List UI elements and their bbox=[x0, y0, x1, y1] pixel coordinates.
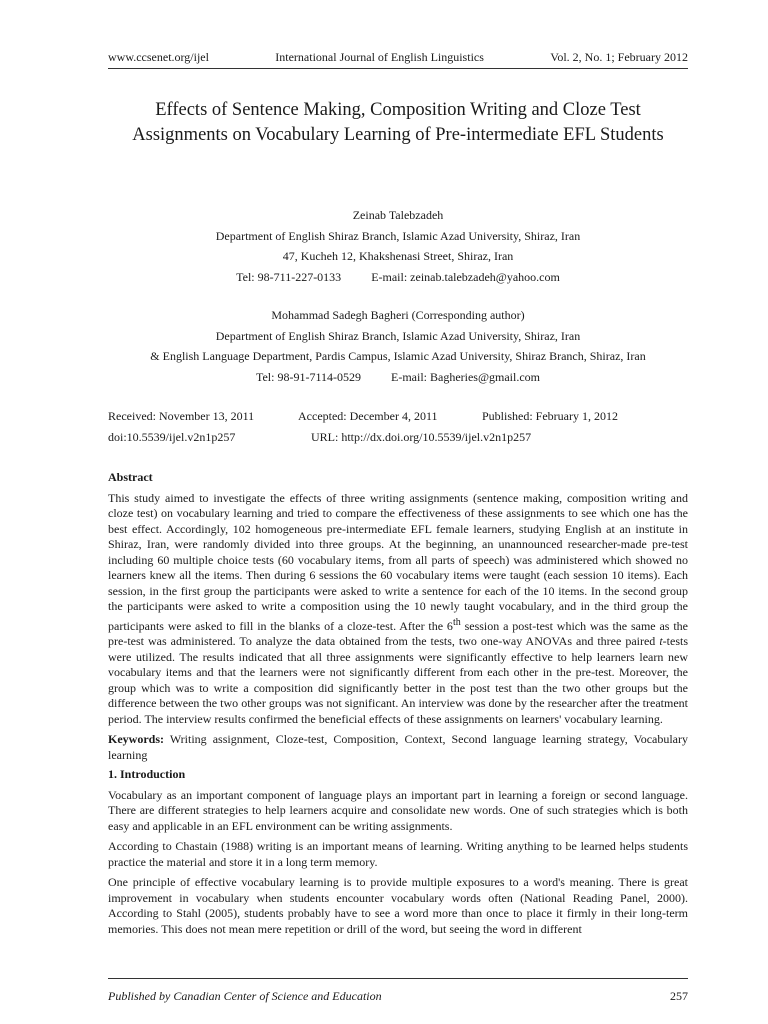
paper-title: Effects of Sentence Making, Composition Writing and Cloze Test Assignments on Vocabulary Learning of Pre-intermediate EFL Students bbox=[132, 100, 664, 145]
author-block-2 bbox=[108, 305, 688, 387]
keywords-label: Keywords: bbox=[108, 732, 164, 746]
accepted-date: Accepted: December 4, 2011 bbox=[298, 409, 438, 423]
author-contact bbox=[108, 267, 688, 288]
running-footer bbox=[108, 978, 688, 1003]
abstract-text-part: -tests were utilized. The results indicated that all three assignments were significantly effective to help learners learn new vocabulary items and that the learners were not significantly different from each other in the pre-test. Moreover, the group which was to write a composition did significantly better in the post test than the two other groups but the difference between the two other groups was not significant. An interview was done by the researcher after the treatment period. The interview results confirmed the beneficial effects of these assignments on learners' vocabulary learning. bbox=[108, 634, 688, 726]
page-number: 257 bbox=[670, 989, 688, 1003]
author-name: Mohammad Sadegh Bagheri (Corresponding author) bbox=[271, 308, 525, 322]
journal-url: www.ccsenet.org/ijel bbox=[108, 50, 209, 64]
introduction-heading: 1. Introduction bbox=[108, 767, 186, 781]
introduction-paragraph: According to Chastain (1988) writing is an important means of learning. Writing anything to be learned helps students practice the material and store it in a long term memory. bbox=[108, 839, 688, 869]
published-date: Published: February 1, 2012 bbox=[482, 409, 618, 423]
abstract-heading: Abstract bbox=[108, 470, 153, 484]
abstract-italic-t: t bbox=[659, 634, 663, 648]
publication-identifiers bbox=[108, 427, 688, 448]
doi: doi:10.5539/ijel.v2n1p257 bbox=[108, 429, 236, 444]
author-email: E-mail: zeinab.talebzadeh@yahoo.com bbox=[371, 269, 560, 284]
author-affiliation: Department of English Shiraz Branch, Islamic Azad University, Shiraz, Iran bbox=[215, 328, 581, 343]
abstract-superscript: th bbox=[452, 616, 461, 628]
doi-url: URL: http://dx.doi.org/10.5539/ijel.v2n1p257 bbox=[311, 429, 532, 444]
introduction-paragraph: Vocabulary as an important component of language plays an important part in learning a foreign or second language. There are different strategies to help learners acquire and consolidate new words. One of such strategies which is both easy and applicable in an EFL environment can be writing assignments. bbox=[108, 787, 688, 833]
author-tel: Tel: 98-711-227-0133 bbox=[236, 269, 342, 284]
keywords-list: Writing assignment, Cloze-test, Composition, Context, Second language learning strategy, Vocabulary learning bbox=[108, 732, 688, 762]
author-affiliation-secondary: & English Language Department, Pardis Campus, Islamic Azad University, Shiraz Branch, Shiraz, Iran bbox=[150, 349, 646, 363]
publication-info bbox=[108, 406, 688, 447]
abstract-text bbox=[108, 491, 688, 728]
received-date: Received: November 13, 2011 bbox=[108, 409, 255, 423]
running-header bbox=[108, 50, 688, 69]
author-contact bbox=[108, 367, 688, 388]
journal-issue: Vol. 2, No. 1; February 2012 bbox=[550, 50, 688, 64]
introduction-paragraph: One principle of effective vocabulary learning is to provide multiple exposures to a word's meaning. There is great improvement in vocabulary when students encounter vocabulary words often (National Reading Panel, 2000). According to Stahl (2005), students probably have to see a word more than once to place it firmly in their long-term memories. This does not mean mere repetition or drill of the word, but seeing the word in different bbox=[108, 875, 688, 936]
abstract-text-part: session a post-test which was the same as the pre-test was administered. To analyze the data obtained from the tests, two one-way ANOVAs and three paired bbox=[108, 618, 688, 648]
author-tel: Tel: 98-91-7114-0529 bbox=[255, 369, 361, 384]
abstract-text-part: This study aimed to investigate the effects of three writing assignments (sentence making, composition writing and cloze test) on vocabulary learning and tried to compare the effectiveness of these assignments to see which one has the best effect. Accordingly, 102 homogeneous pre-intermediate EFL female learners, studying English at an institute in Shiraz, Iran, were randomly divided into three groups. At the beginning, an unannounced researcher-made pre-test including 60 multiple choice tests (60 vocabulary items, from all parts of speech) was administered which showed no learners knew all the items. Then during 6 sessions the 60 vocabulary items were taught (each session 10 items). Each session, in the first group the participants were asked to write a sentence for each of the 10 items. In the second group the participants were asked to write a composition using the 10 newly taught vocabulary, and in the third group the participants were asked to fill in the blanks of a cloze-test. After the 6 bbox=[108, 490, 688, 633]
author-email: E-mail: Bagheries@gmail.com bbox=[391, 369, 541, 384]
author-affiliation: Department of English Shiraz Branch, Islamic Azad University, Shiraz, Iran bbox=[215, 228, 581, 243]
journal-name: International Journal of English Linguistics bbox=[275, 50, 484, 64]
keywords bbox=[108, 732, 688, 763]
body-text bbox=[108, 470, 688, 942]
author-name: Zeinab Talebzadeh bbox=[352, 208, 444, 222]
publisher-line: Published by Canadian Center of Science and Education bbox=[108, 989, 382, 1003]
publication-dates bbox=[108, 406, 688, 427]
author-address: 47, Kucheh 12, Khakshenasi Street, Shiraz, Iran bbox=[282, 249, 514, 263]
author-block-1 bbox=[108, 205, 688, 287]
